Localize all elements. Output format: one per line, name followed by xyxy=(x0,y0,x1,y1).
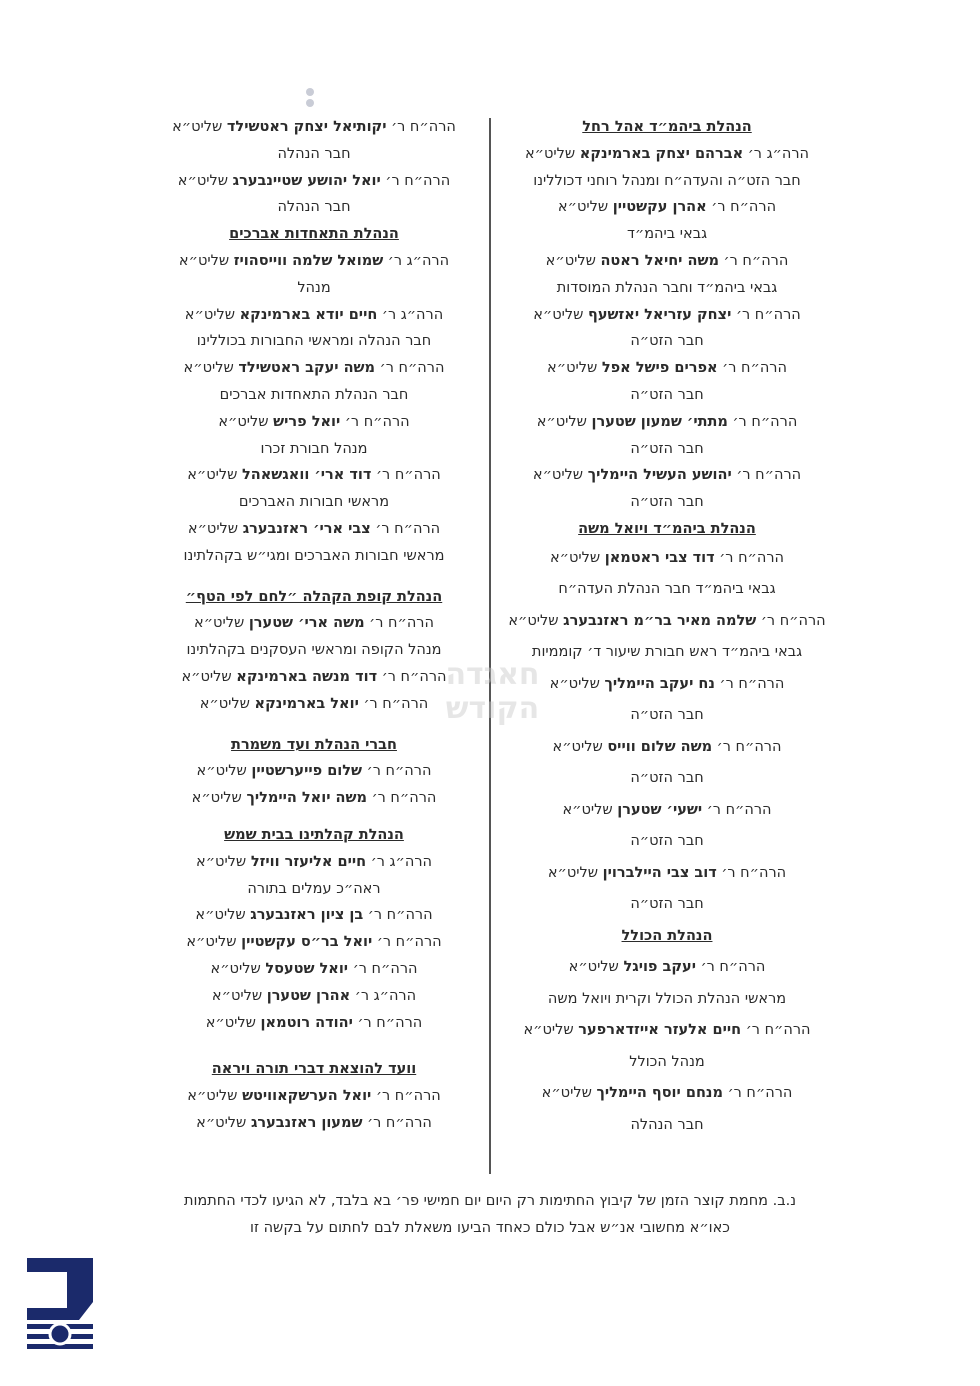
title-prefix: הרה״ח ר׳ xyxy=(716,864,787,881)
title-prefix: הרה״ח ר׳ xyxy=(358,695,429,712)
honorific-suffix: שליט״א xyxy=(187,1088,243,1105)
title-prefix: הרה״ח ר׳ xyxy=(370,520,441,537)
title-prefix: הרה״ג ר׳ xyxy=(350,987,417,1004)
person-name: אהרן עקשטיין xyxy=(612,199,707,216)
title-prefix: הרה״ח ר׳ xyxy=(362,1114,432,1131)
role-line: מראשי הנהלת הכולל וקרית ויואל משה xyxy=(547,990,787,1007)
decorative-dots xyxy=(306,88,315,110)
person-line xyxy=(506,462,828,489)
person-name: ישעי׳ שטערן xyxy=(617,801,703,818)
honorific-suffix: שליט״א xyxy=(187,520,243,537)
person-line xyxy=(506,732,828,764)
person-line xyxy=(162,983,466,1010)
person-line xyxy=(506,952,828,984)
column-divider xyxy=(489,118,491,1174)
person-name: שלמה מאיר בר״מ ראזנבערג xyxy=(563,612,757,629)
title-prefix: הרה״ח ר׳ xyxy=(366,790,437,807)
person-name: יואל הערשקאוויטש xyxy=(242,1088,372,1105)
title-prefix: הרה״ח ר׳ xyxy=(727,413,798,430)
honorific-suffix: שליט״א xyxy=(562,801,618,818)
person-name: מתתי׳ שמעון שטערן xyxy=(591,413,728,430)
section-heading: הנהלת ביהמ״ד ויואל משה xyxy=(578,520,756,537)
honorific-suffix: שליט״א xyxy=(508,612,564,629)
person-name: נח יעקב היימליך xyxy=(604,675,715,692)
honorific-suffix: שליט״א xyxy=(210,960,266,977)
person-line xyxy=(162,929,466,956)
person-line xyxy=(162,462,466,489)
person-name: משה שלום ווייס xyxy=(607,738,713,755)
role-line: גבאי ביהמ״ד ראש חבורת שיעור ד׳ קוממיות xyxy=(531,644,803,661)
role-line: מנהל xyxy=(297,279,331,296)
honorific-suffix: שליט״א xyxy=(547,864,603,881)
section-heading: הנהלת התאחדות אברכים xyxy=(229,226,399,243)
section-heading: הנהלת קופת הקהלה ״לחם לפי הטף״ xyxy=(185,588,443,605)
honorific-suffix: שליט״א xyxy=(194,615,249,632)
title-prefix: הרה״ח ר׳ xyxy=(706,199,777,216)
person-line xyxy=(162,758,466,785)
spacer xyxy=(162,1036,466,1056)
honorific-suffix: שליט״א xyxy=(536,413,592,430)
person-line xyxy=(162,114,466,141)
honorific-suffix: שליט״א xyxy=(172,119,227,135)
title-prefix: הרה״ח ר׳ xyxy=(717,360,787,377)
role-line: חבר הזט״ה xyxy=(630,707,704,724)
person-name: משה ארי׳ שטערן xyxy=(248,615,365,632)
footer-note xyxy=(150,1188,830,1242)
title-prefix: הרה״ח ר׳ xyxy=(695,959,766,976)
honorific-suffix: שליט״א xyxy=(199,695,255,712)
honorific-suffix: שליט״א xyxy=(547,360,602,377)
title-prefix: הרה״ח ר׳ xyxy=(363,907,433,924)
person-name: חיים יודא בארמינקא xyxy=(239,306,378,323)
organization-logo xyxy=(27,1258,93,1360)
title-prefix: הרה״ח ר׳ xyxy=(372,934,442,951)
title-prefix: הרה״ח ר׳ xyxy=(386,119,456,135)
role-line: חבר הנהלה xyxy=(630,1116,704,1133)
honorific-suffix: שליט״א xyxy=(195,907,251,924)
role-line: חבר הנהלה xyxy=(277,199,351,216)
person-name: מנחם יוסף היימליך xyxy=(596,1085,723,1102)
title-prefix: הרה״ח ר׳ xyxy=(352,1014,423,1031)
person-line xyxy=(506,409,828,436)
role-line: חבר הזט״ה והעדה״ח ומנהל רוחני דכוללינו xyxy=(533,172,801,189)
title-prefix: הרה״ח ר׳ xyxy=(702,801,772,818)
person-line xyxy=(506,1015,828,1047)
person-name: אפרים פישל אפל xyxy=(601,360,718,377)
title-prefix: הרה״ח ר׳ xyxy=(722,1085,793,1102)
role-line: גבאי ביהמ״ד חבר הנהלת העדה״ח xyxy=(558,581,776,598)
role-line: חבר הזט״ה xyxy=(630,333,704,350)
section-heading: הנהלת קהלתינו בבית שמש xyxy=(224,826,404,843)
honorific-suffix: שליט״א xyxy=(557,199,613,216)
watermark-line-1: חאגדה xyxy=(445,657,540,692)
title-prefix: הרה״ג ר׳ xyxy=(383,252,450,269)
honorific-suffix: שליט״א xyxy=(541,1085,597,1102)
person-name: יואל בר״ס עקשטיין xyxy=(241,934,373,951)
person-line xyxy=(162,956,466,983)
person-name: יהודה רוטמאן xyxy=(260,1014,353,1031)
role-line: מראשי חבורות האברכים ומגי״ש בקהלתינו xyxy=(183,547,445,564)
title-prefix: הרה״ח ר׳ xyxy=(731,306,801,323)
section-heading: חברי הנהלת ועד משמרת xyxy=(231,736,397,753)
person-line xyxy=(162,516,466,543)
person-line xyxy=(506,858,828,890)
person-name: חיים אלעזר אייזדארפער xyxy=(578,1022,742,1039)
title-prefix: הרה״ח ר׳ xyxy=(340,413,410,430)
person-line xyxy=(162,302,466,329)
person-line xyxy=(162,1010,466,1037)
role-line: ראה״כ עמלים בתורה xyxy=(247,880,381,897)
person-name: דוד צבי ראטמאן xyxy=(604,549,715,566)
person-name: בן ציון ראזנבערג xyxy=(250,907,364,924)
person-name: דוד מנשה בארמינקא xyxy=(236,668,378,685)
title-prefix: הרה״ח ר׳ xyxy=(714,675,785,692)
honorific-suffix: שליט״א xyxy=(186,934,242,951)
honorific-suffix: שליט״א xyxy=(191,790,247,807)
honorific-suffix: שליט״א xyxy=(533,306,589,323)
footer-note-line-1: נ.ב. מחמת קוצר הזמן של קיבוץ החתימות רק היום יום חמישי פר׳ בא בלבד, לא הגיעו לכדי החתמות xyxy=(183,1193,797,1209)
person-name: משה יחיאל ראטה xyxy=(600,252,719,269)
person-name: משה יואל היימליך xyxy=(246,790,367,807)
honorific-suffix: שליט״א xyxy=(211,987,267,1004)
honorific-suffix: שליט״א xyxy=(545,252,601,269)
title-prefix: הרה״ח ר׳ xyxy=(371,467,441,484)
person-line xyxy=(162,610,466,637)
person-name: יהושע העשיל היימליך xyxy=(587,467,732,484)
title-prefix: הרה״ח ר׳ xyxy=(741,1022,811,1039)
person-name: יקותיאל יצחק ראטשילד xyxy=(226,119,387,135)
role-line: מראשי חבורות האברכים xyxy=(238,494,390,511)
person-name: יואל שטעסל xyxy=(265,960,349,977)
title-prefix: הרה״ג ר׳ xyxy=(743,145,810,162)
title-prefix: הרה״ג ר׳ xyxy=(377,306,444,323)
person-name: יואל בארמינקא xyxy=(254,695,359,712)
honorific-suffix: שליט״א xyxy=(552,738,608,755)
right-column xyxy=(506,114,828,1141)
footer-note-line-2: כאו״א מחשובי אנ״ש אבל כולם כאחד הביעו משאלת לבם לחתום על בקשה זו xyxy=(250,1220,730,1236)
person-line xyxy=(162,355,466,382)
honorific-suffix: שליט״א xyxy=(568,959,624,976)
person-name: יעקב פויגל xyxy=(623,959,696,976)
title-prefix: הרה״ג ר׳ xyxy=(366,853,432,870)
honorific-suffix: שליט״א xyxy=(549,675,605,692)
title-prefix: הרה״ח ר׳ xyxy=(362,763,432,780)
person-line xyxy=(162,902,466,929)
person-name: משה יעקב ראטשילד xyxy=(238,360,376,377)
person-name: אברהם יצחק בארמינקא xyxy=(579,145,744,162)
honorific-suffix: שליט״א xyxy=(183,360,239,377)
watermark xyxy=(410,658,575,734)
role-line: מנהל חבורת זכרו xyxy=(260,440,368,457)
honorific-suffix: שליט״א xyxy=(184,306,240,323)
person-line xyxy=(506,795,828,827)
title-prefix: הרה״ח ר׳ xyxy=(714,549,785,566)
title-prefix: הרה״ח ר׳ xyxy=(731,467,802,484)
role-line: חבר הזט״ה xyxy=(630,833,704,850)
person-name: צבי ארי׳ ראזנבערג xyxy=(242,520,371,537)
honorific-suffix: שליט״א xyxy=(532,467,588,484)
role-line: חבר הנהלה xyxy=(277,145,351,162)
honorific-suffix: שליט״א xyxy=(524,145,580,162)
title-prefix: הרה״ח ר׳ xyxy=(712,738,782,755)
person-line xyxy=(506,606,828,638)
section-heading: וועד להוצאת דברי תורה ויראה xyxy=(211,1061,417,1078)
title-prefix: הרה״ח ר׳ xyxy=(756,612,826,629)
title-prefix: הרה״ח ר׳ xyxy=(348,960,418,977)
person-line xyxy=(506,194,828,221)
role-line: חבר הזט״ה xyxy=(630,770,704,787)
spacer xyxy=(162,812,466,822)
person-line xyxy=(506,248,828,275)
person-line xyxy=(162,849,466,876)
honorific-suffix: שליט״א xyxy=(181,668,237,685)
honorific-suffix: שליט״א xyxy=(196,763,252,780)
role-line: מנהל הכולל xyxy=(629,1053,705,1070)
honorific-suffix: שליט״א xyxy=(205,1014,261,1031)
person-line xyxy=(506,543,828,575)
honorific-suffix: שליט״א xyxy=(549,549,605,566)
person-name: יואל יהושע שטיינבערג xyxy=(232,172,381,189)
honorific-suffix: שליט״א xyxy=(187,467,243,484)
person-line xyxy=(506,302,828,329)
role-line: גבאי ביהמ״ד וחבר הנהלת המוסדות xyxy=(556,279,778,296)
person-name: יואל פריש xyxy=(273,413,341,430)
person-name: שמעון ראזנבערג xyxy=(250,1114,363,1131)
title-prefix: הרה״ח ר׳ xyxy=(718,252,789,269)
title-prefix: הרה״ח ר׳ xyxy=(380,172,451,189)
honorific-suffix: שליט״א xyxy=(177,172,233,189)
title-prefix: הרה״ח ר׳ xyxy=(371,1088,441,1105)
role-line: גבאי ביהמ״ד xyxy=(626,226,708,243)
watermark-line-2: הקודש xyxy=(445,691,540,726)
title-prefix: הרה״ח ר׳ xyxy=(364,615,434,632)
honorific-suffix: שליט״א xyxy=(218,413,274,430)
person-name: יצחק עזריאל יאזשעף xyxy=(588,306,732,323)
person-name: שמואל שלמה ווייסהויז xyxy=(233,252,384,269)
person-line xyxy=(162,168,466,195)
person-line xyxy=(162,785,466,812)
person-line xyxy=(506,1078,828,1110)
title-prefix: הרה״ח ר׳ xyxy=(375,360,445,377)
person-line xyxy=(162,1110,466,1137)
role-line: חבר הזט״ה xyxy=(630,896,704,913)
role-line: חבר הזט״ה xyxy=(630,386,704,403)
left-column xyxy=(162,114,466,1137)
section-heading: הנהלת ביהמ״ד אהל רחל xyxy=(582,119,752,135)
person-line xyxy=(506,141,828,168)
role-line: חבר הנהלת התאחדות אברכים xyxy=(219,386,409,403)
spacer xyxy=(162,570,466,584)
person-line xyxy=(506,355,828,382)
role-line: חבר הזט״ה xyxy=(630,440,704,457)
person-line xyxy=(162,248,466,275)
person-name: שלום פייערשטיין xyxy=(251,763,363,780)
person-line xyxy=(162,409,466,436)
person-name: אהרן שטערן xyxy=(266,987,351,1004)
role-line: מנהל הקופה ומראשי העסקנים בקהלתינו xyxy=(186,642,442,659)
role-line: חבר הזט״ה xyxy=(630,494,704,511)
honorific-suffix: שליט״א xyxy=(178,252,234,269)
honorific-suffix: שליט״א xyxy=(196,853,251,870)
person-name: חיים אליעזר וויזל xyxy=(250,853,367,870)
section-heading: הנהלת הכולל xyxy=(621,927,713,944)
person-name: דוב צבי היילברוין xyxy=(602,864,717,881)
title-prefix: הרה״ח ר׳ xyxy=(377,668,447,685)
honorific-suffix: שליט״א xyxy=(523,1022,579,1039)
honorific-suffix: שליט״א xyxy=(196,1114,251,1131)
person-name: דוד ארי׳ וואגשאהל xyxy=(242,467,372,484)
person-line xyxy=(162,1083,466,1110)
role-line: חבר הנהלה ומראשי החבורות בכוללינו xyxy=(196,333,432,350)
